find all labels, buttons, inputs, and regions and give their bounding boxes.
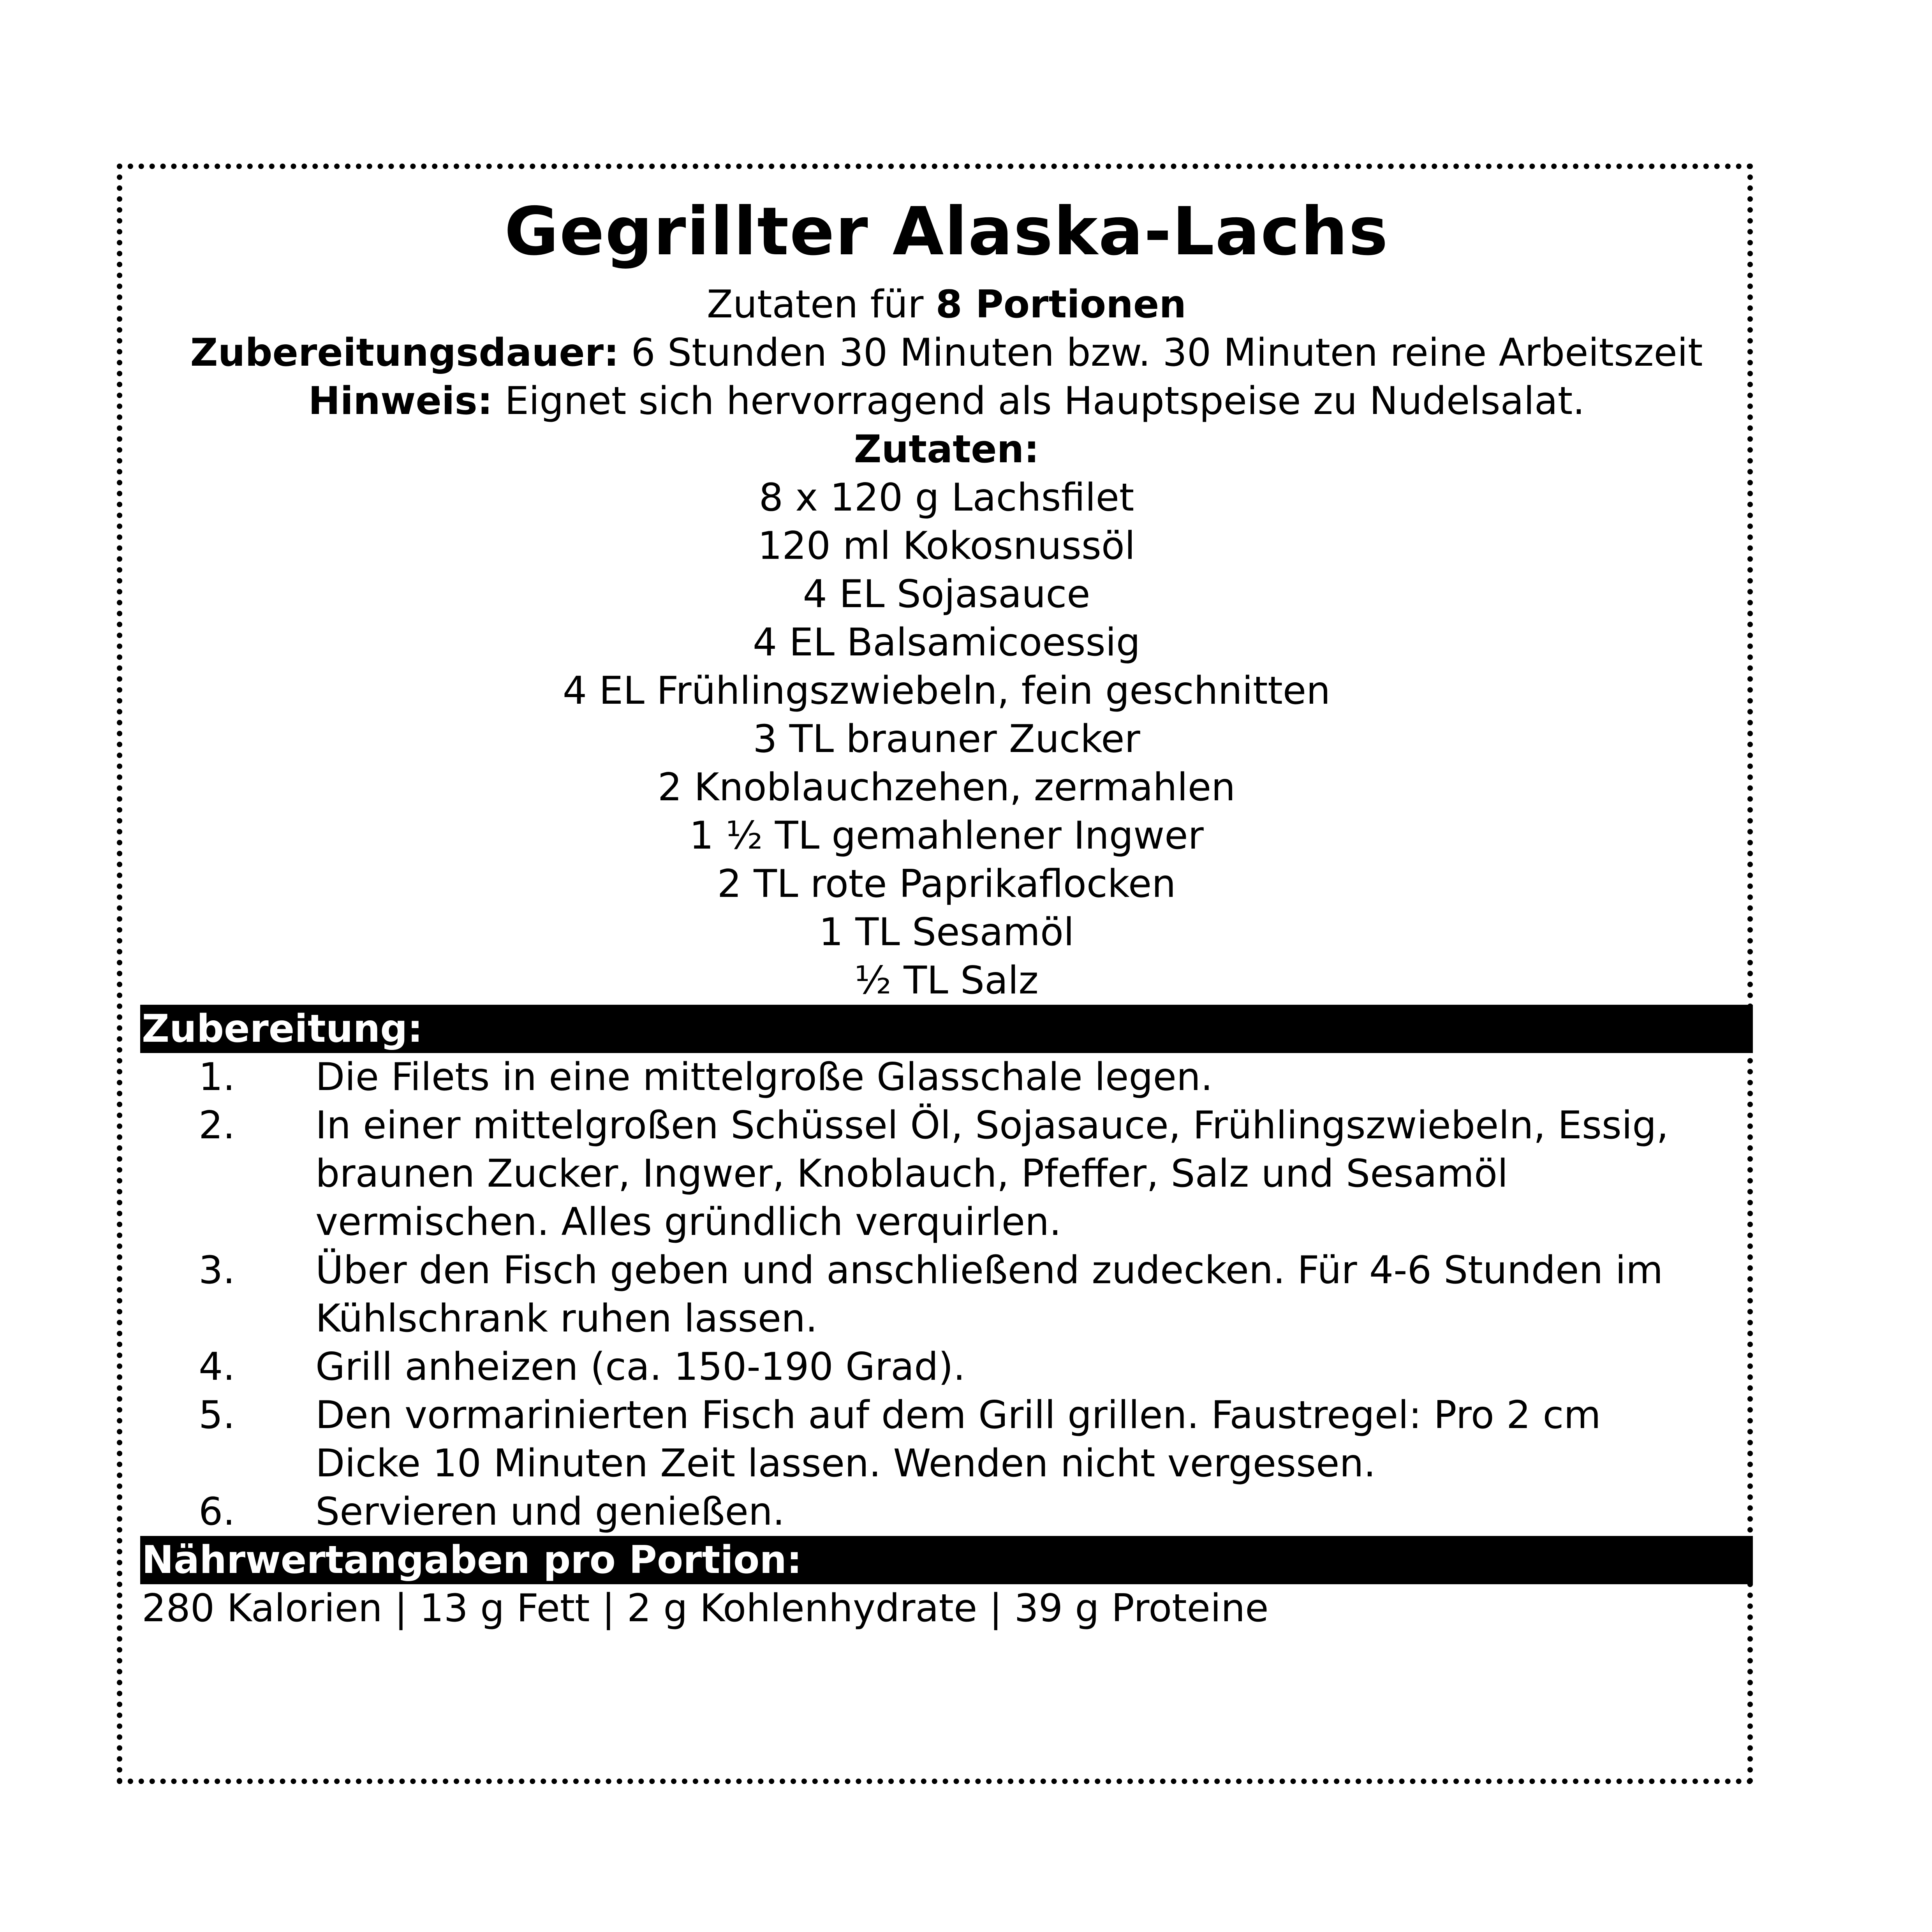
note-line <box>140 377 1753 425</box>
servings-value: 8 Portionen <box>935 282 1187 327</box>
preparation-step <box>140 1343 1753 1391</box>
ingredients-list <box>140 474 1753 1005</box>
ingredient-item: ½ TL Salz <box>854 958 1039 1003</box>
step-number: 6. <box>199 1490 235 1534</box>
note-label: Hinweis: <box>308 379 493 423</box>
preparation-step <box>140 1488 1753 1536</box>
step-text: Servieren und genießen. <box>315 1490 785 1534</box>
ingredient-item: 2 Knoblauchzehen, zermahlen <box>657 765 1236 810</box>
preparation-heading: Zubereitung: <box>140 1005 1753 1053</box>
ingredient-item: 4 EL Frühlingszwiebeln, fein geschnitten <box>562 669 1331 713</box>
nutrition-heading: Nährwertangaben pro Portion: <box>140 1536 1753 1584</box>
nutrition-values: 280 Kalorien | 13 g Fett | 2 g Kohlenhydrate | 39 g Proteine <box>142 1586 1269 1631</box>
ingredient-item: 4 EL Sojasauce <box>803 572 1090 616</box>
ingredient-item: 1 TL Sesamöl <box>819 910 1074 955</box>
preparation-step <box>140 1053 1753 1101</box>
step-number: 3. <box>199 1248 235 1293</box>
step-text: Den vormarinierten Fisch auf dem Grill grillen. Faustregel: Pro 2 cm Dicke 10 Minuten Zeit lassen. Wenden nicht vergessen. <box>315 1393 1601 1486</box>
preparation-step <box>140 1101 1753 1246</box>
ingredient-item: 3 TL brauner Zucker <box>753 717 1140 761</box>
ingredient-item: 1 ½ TL gemahlener Ingwer <box>689 814 1204 858</box>
note-value: Eignet sich hervorragend als Hauptspeise zu Nudelsalat. <box>505 379 1585 423</box>
preparation-step <box>140 1391 1753 1488</box>
preparation-steps <box>140 1053 1753 1536</box>
step-number: 2. <box>199 1103 235 1148</box>
ingredient-item: 2 TL rote Paprikaflocken <box>717 862 1176 906</box>
servings-line <box>140 280 1753 329</box>
ingredient-item: 4 EL Balsamicoessig <box>752 620 1141 665</box>
ingredients-heading: Zutaten: <box>854 427 1039 472</box>
preparation-step <box>140 1246 1753 1343</box>
recipe-card <box>140 183 1753 1633</box>
ingredient-item: 120 ml Kokosnussöl <box>757 524 1136 568</box>
step-text: Die Filets in eine mittelgroße Glasschale legen. <box>315 1055 1213 1099</box>
recipe-title: Gegrillter Alaska-Lachs <box>504 193 1389 270</box>
step-text: Grill anheizen (ca. 150-190 Grad). <box>315 1345 965 1389</box>
prep-time-value: 6 Stunden 30 Minuten bzw. 30 Minuten reine Arbeitszeit <box>631 331 1703 375</box>
step-text: Über den Fisch geben und anschließend zudecken. Für 4-6 Stunden im Kühlschrank ruhen lassen. <box>315 1248 1663 1341</box>
servings-prefix: Zutaten für <box>706 282 924 327</box>
prep-time-line <box>140 329 1753 377</box>
step-number: 4. <box>199 1345 235 1389</box>
ingredient-item: 8 x 120 g Lachsfilet <box>759 476 1134 520</box>
step-number: 5. <box>199 1393 235 1437</box>
step-number: 1. <box>199 1055 235 1099</box>
prep-time-label: Zubereitungsdauer: <box>190 331 619 375</box>
step-text: In einer mittelgroßen Schüssel Öl, Sojasauce, Frühlingszwiebeln, Essig, braunen Zucker, Ingwer, Knoblauch, Pfeffer, Salz und Sesamöl vermischen. Alles gründlich verquirlen. <box>315 1103 1669 1244</box>
